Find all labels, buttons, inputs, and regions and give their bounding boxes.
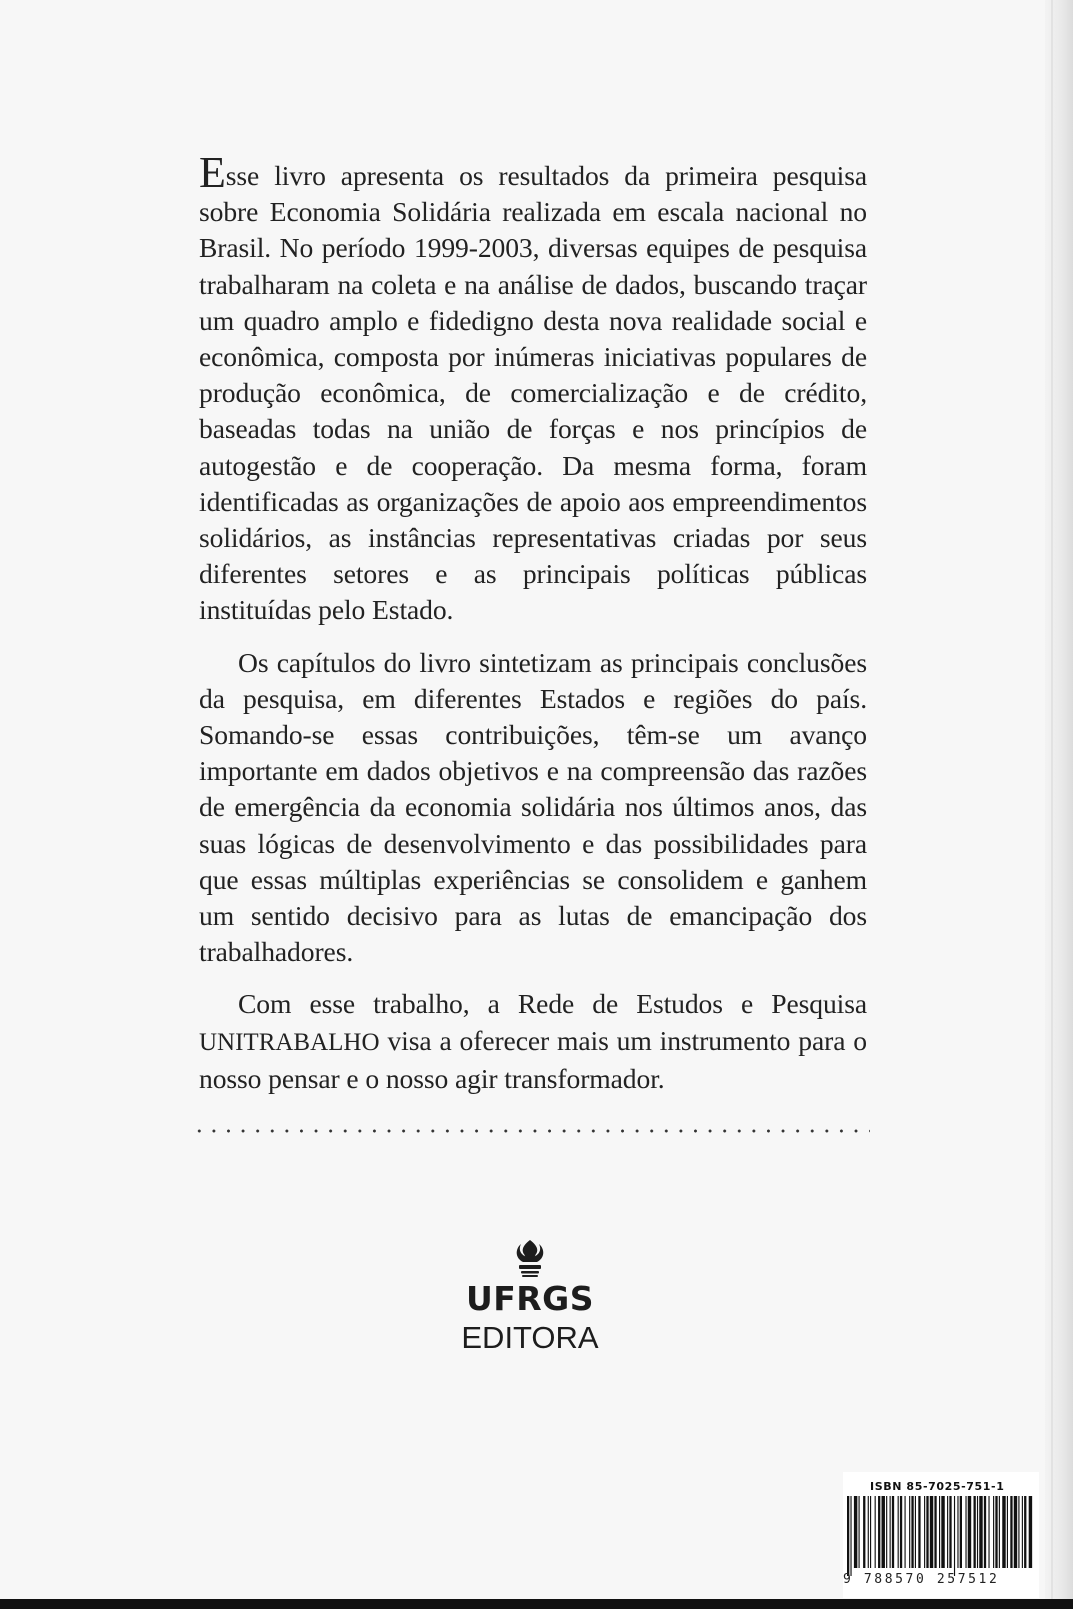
organization-name: UNITRABALHO — [199, 1028, 380, 1056]
publisher-name: UFRGS — [465, 1279, 595, 1318]
publisher-logo — [455, 1238, 605, 1356]
blurb-paragraph-3 — [199, 986, 867, 1097]
flame-torch-icon — [510, 1238, 550, 1282]
barcode-digits: 9 788570 257512 — [843, 1572, 1000, 1587]
blurb-paragraph-1 — [199, 148, 867, 629]
isbn-label: ISBN 85-7025-751-1 — [870, 1480, 1005, 1493]
blurb-text — [199, 148, 867, 1113]
paragraph-3-end: visa a oferecer mais um instrumento para o nosso pensar e o nosso agir transformador. — [199, 1024, 867, 1094]
isbn-barcode — [843, 1472, 1039, 1598]
blurb-paragraph-2: Os capítulos do livro sintetizam as principais conclusões da pesquisa, em diferentes Estados e regiões do país. Somando-se essas contribuições, têm-se um avanço importante em dados objetivos e na compreensão das razões de emergência da economia solidária nos últimos anos, das suas lógicas de desenvolvimento e das possibilidades para que essas múltiplas experiências se consolidem e ganhem um sentido decisivo para as lutas de emancipação dos trabalhadores. — [199, 646, 867, 968]
book-spine-edge — [1045, 0, 1073, 1609]
dotted-divider — [192, 1128, 870, 1134]
paragraph-1-text: sse livro apresenta os resultados da primeira pesquisa sobre Economia Solidária realizada em escala nacional no Brasil. No período 1999-2003, diversas equipes de pesquisa trabalharam na coleta e na análise de dados, buscando traçar um quadro amplo e fidedigno desta nova realidade social e econômica, composta por inúmeras iniciativas populares de produção econômica, de comercialização e de crédito, baseadas todas na união de forças e nos princípios de autogestão e de cooperação. Da mesma forma, foram identificadas as organizações de apoio aos empreendimentos solidários, as instâncias representativas criadas por seus diferentes setores e as principais políticas públicas instituídas pelo Estado. — [199, 160, 867, 626]
publisher-subtitle: EDITORA — [461, 1320, 599, 1355]
barcode-bars — [847, 1496, 1035, 1576]
bottom-edge — [0, 1599, 1073, 1609]
drop-cap: E — [199, 148, 226, 197]
paragraph-3-start: Com esse trabalho, a Rede de Estudos e Pesquisa — [238, 988, 867, 1020]
